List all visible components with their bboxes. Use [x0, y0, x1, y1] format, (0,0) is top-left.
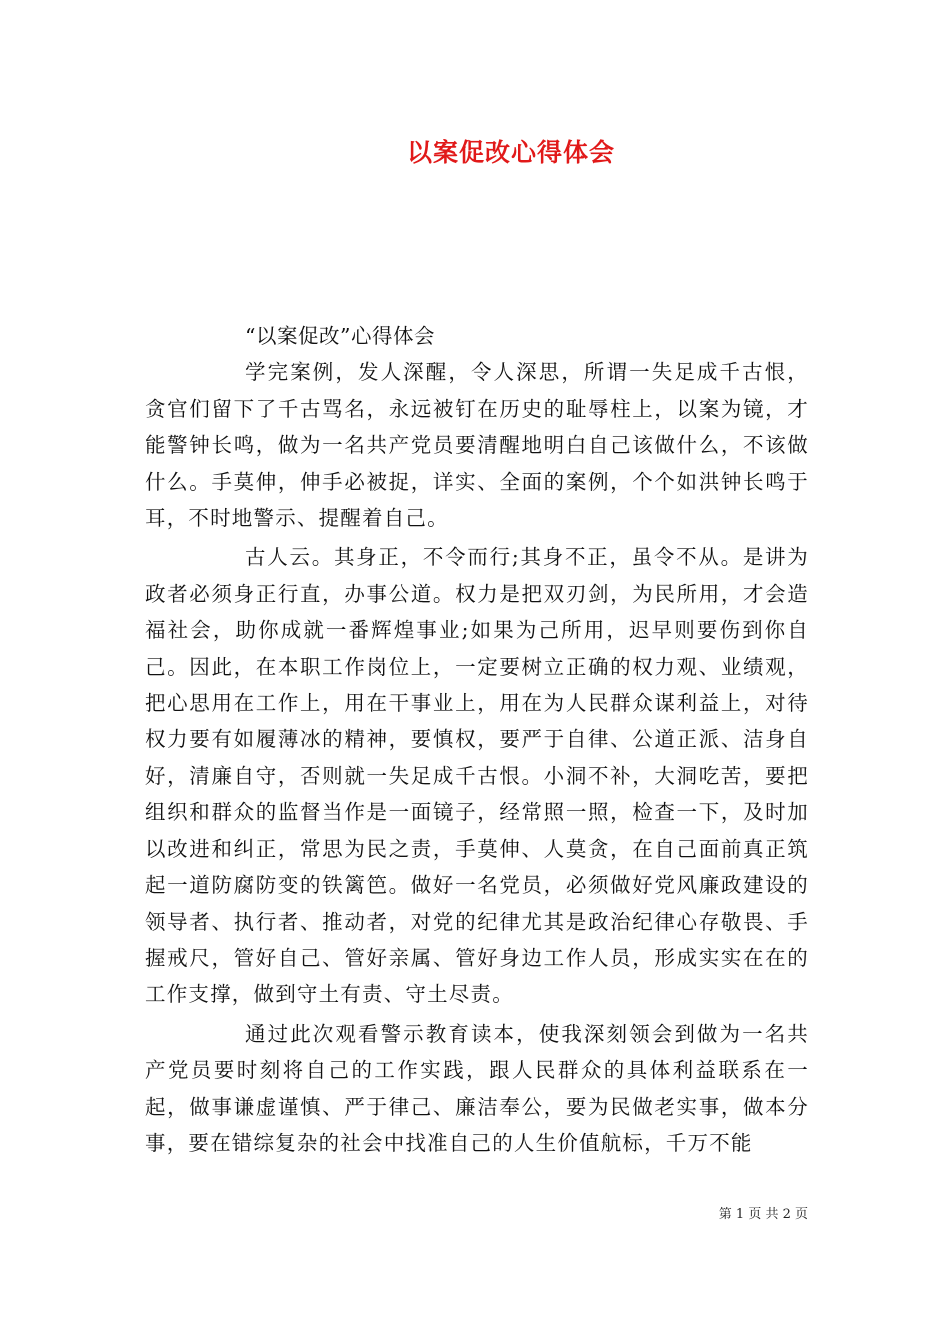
paragraph-1: 学完案例，发人深醒，令人深思，所谓一失足成千古恨，贪官们留下了千古骂名，永远被钉在历史的耻辱柱上，以案为镜，才能警钟长鸣，做为一名共产党员要清醒地明白自己该做什么，不该做什么。手莫伸，伸手必被捉，详实、全面的案例，个个如洪钟长鸣于耳，不时地警示、提醒着自己。 [145, 360, 809, 531]
page-footer: 第 1 页 共 2 页 [718, 1207, 808, 1222]
document-subtitle: “以案促改”心得体会 [245, 324, 435, 348]
document-title: 以案促改心得体会 [406, 138, 615, 167]
paragraph-2: 古人云。其身正，不令而行;其身不正，虽令不从。是讲为政者必须身正行直，办事公道。权力是把双刃剑，为民所用，才会造福社会，助你成就一番辉煌事业;如果为己所用，迟早则要伤到你自己。因此，在本职工作岗位上，一定要树立正确的权力观、业绩观，把心思用在工作上，用在干事业上，用在为人民群众谋利益上，对待权力要有如履薄冰的精神，要慎权，要严于自律、公道正派、洁身自好，清廉自守，否则就一失足成千古恨。小洞不补，大洞吃苦，要把组织和群众的监督当作是一面镜子，经常照一照，检查一下，及时加以改进和纠正，常思为民之责，手莫伸、人莫贪，在自己面前真正筑起一道防腐防变的铁篱笆。做好一名党员，必须做好党风廉政建设的领导者、执行者、推动者，对党的纪律尤其是政治纪律心存敬畏、手握戒尺，管好自己、管好亲属、管好身边工作人员，形成实实在在的工作支撑，做到守土有责、守土尽责。 [145, 545, 809, 1007]
paragraph-3: 通过此次观看警示教育读本，使我深刻领会到做为一名共产党员要时刻将自己的工作实践，跟人民群众的具体利益联系在一起，做事谦虚谨慎、严于律己、廉洁奉公，要为民做老实事，做本分事，要在错综复杂的社会中找准自己的人生价值航标，千万不能 [145, 1021, 809, 1155]
document-body [145, 318, 809, 1161]
